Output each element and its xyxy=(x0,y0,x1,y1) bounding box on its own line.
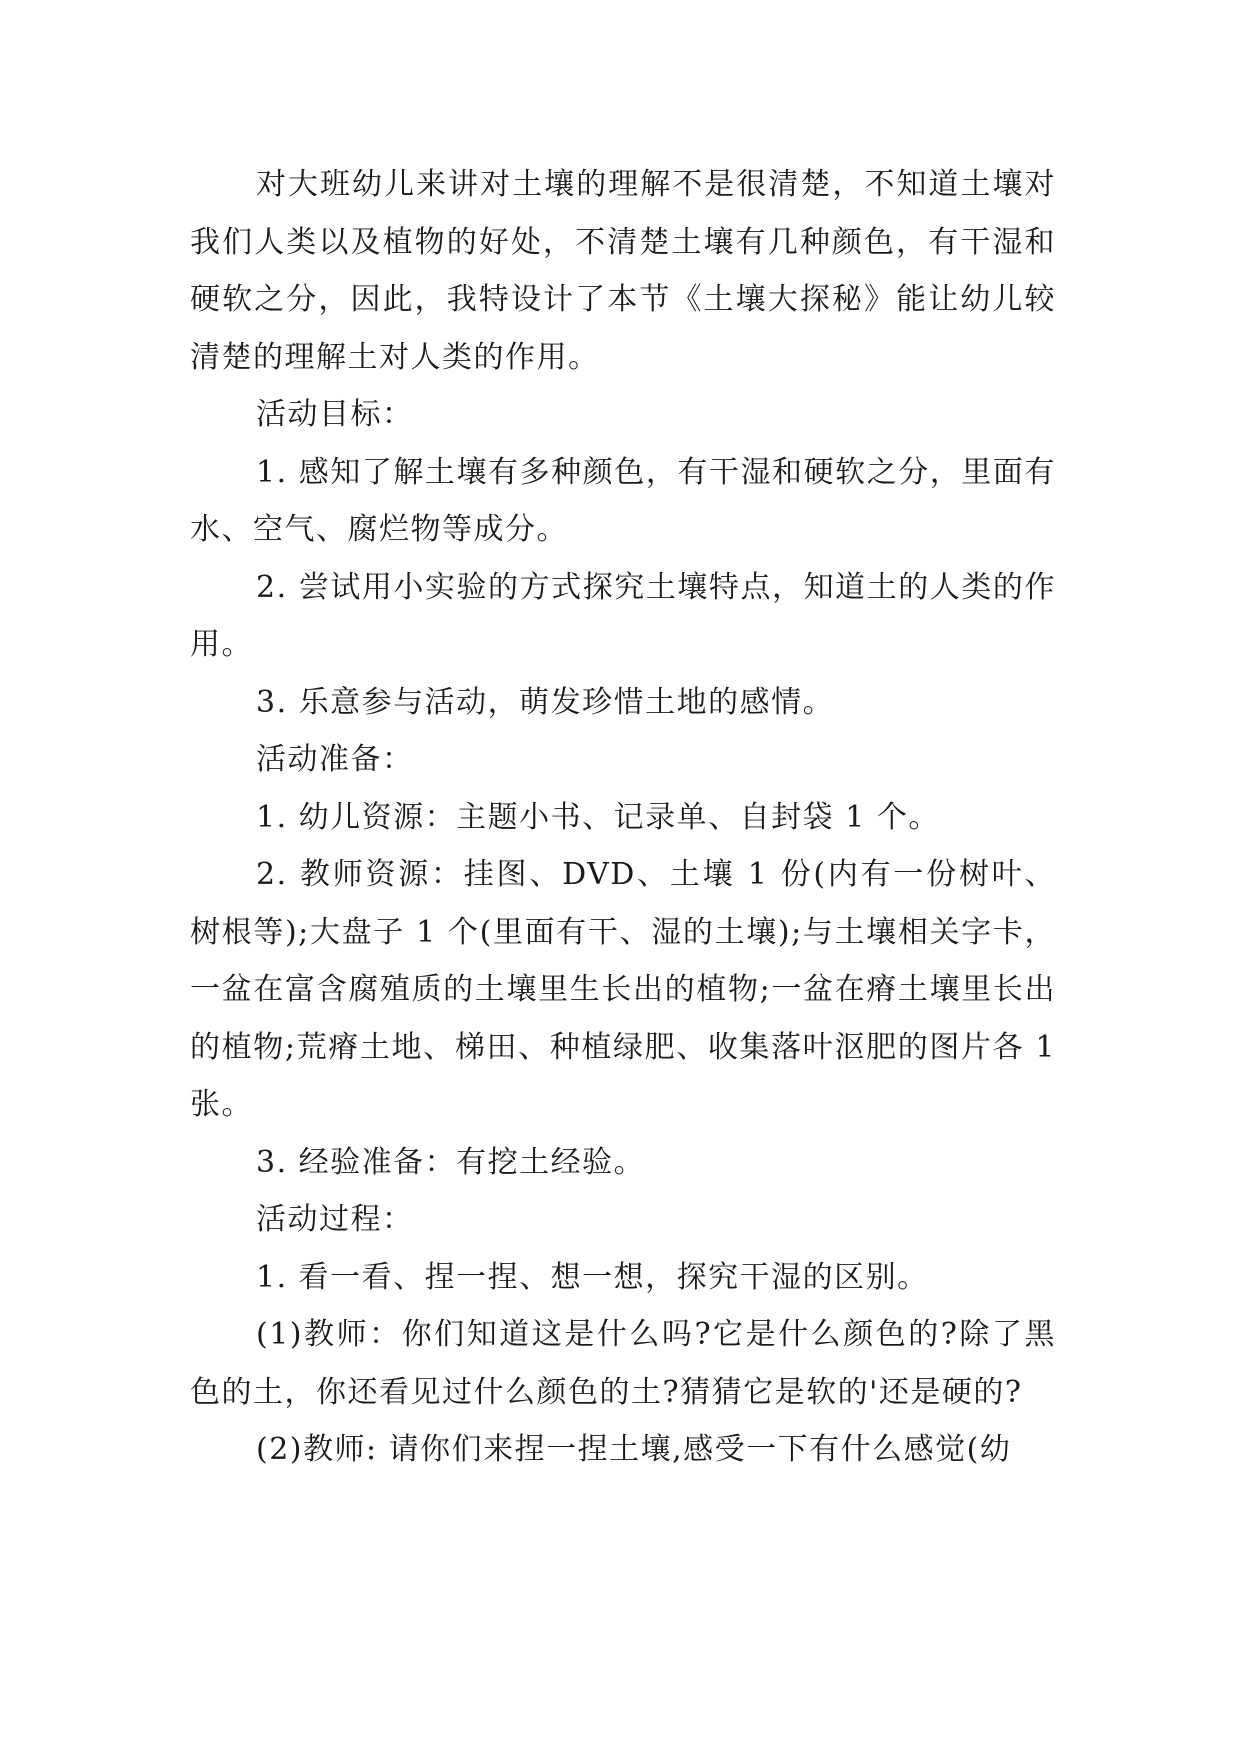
preparation-item-2: 2. 教师资源：挂图、DVD、土壤 1 份(内有一份树叶、树根等);大盘子 1 个(里面有干、湿的土壤);与土壤相关字卡，一盆在富含腐殖质的土壤里生长出的植物;一盆在瘠土壤里长出的植物;荒瘠土地、梯田、种植绿肥、收集落叶沤肥的图片各 1 张。 xyxy=(190,857,1056,1122)
goal-item-1: 1. 感知了解土壤有多种颜色，有干湿和硬软之分，里面有水、空气、腐烂物等成分。 xyxy=(190,454,1056,547)
section-heading-preparation: 活动准备： xyxy=(256,742,414,777)
section-heading-goals: 活动目标： xyxy=(256,397,414,432)
preparation-item-3: 3. 经验准备：有挖土经验。 xyxy=(256,1144,646,1180)
process-step-1: 1. 看一看、捏一捏、想一想，探究干湿的区别。 xyxy=(256,1259,929,1295)
section-heading-process: 活动过程： xyxy=(256,1202,414,1237)
process-substep-1: (1)教师：你们知道这是什么吗?它是什么颜色的?除了黑色的土，你还看见过什么颜色的土?猜猜它是软的'还是硬的? xyxy=(190,1317,1056,1410)
goal-item-3: 3. 乐意参与活动，萌发珍惜土地的感情。 xyxy=(256,684,835,720)
goal-item-2: 2. 尝试用小实验的方式探究土壤特点，知道土的人类的作用。 xyxy=(190,569,1056,662)
process-substep-2: (2)教师: 请你们来捏一捏土壤,感受一下有什么感觉(幼 xyxy=(256,1432,1012,1467)
intro-paragraph: 对大班幼儿来讲对土壤的理解不是很清楚，不知道土壤对我们人类以及植物的好处，不清楚土壤有几种颜色，有干湿和硬软之分，因此，我特设计了本节《土壤大探秘》能让幼儿较清楚的理解土对人类的作用。 xyxy=(190,167,1056,375)
document-body xyxy=(190,156,1056,1479)
preparation-item-1: 1. 幼儿资源：主题小书、记录单、自封袋 1 个。 xyxy=(256,799,940,835)
